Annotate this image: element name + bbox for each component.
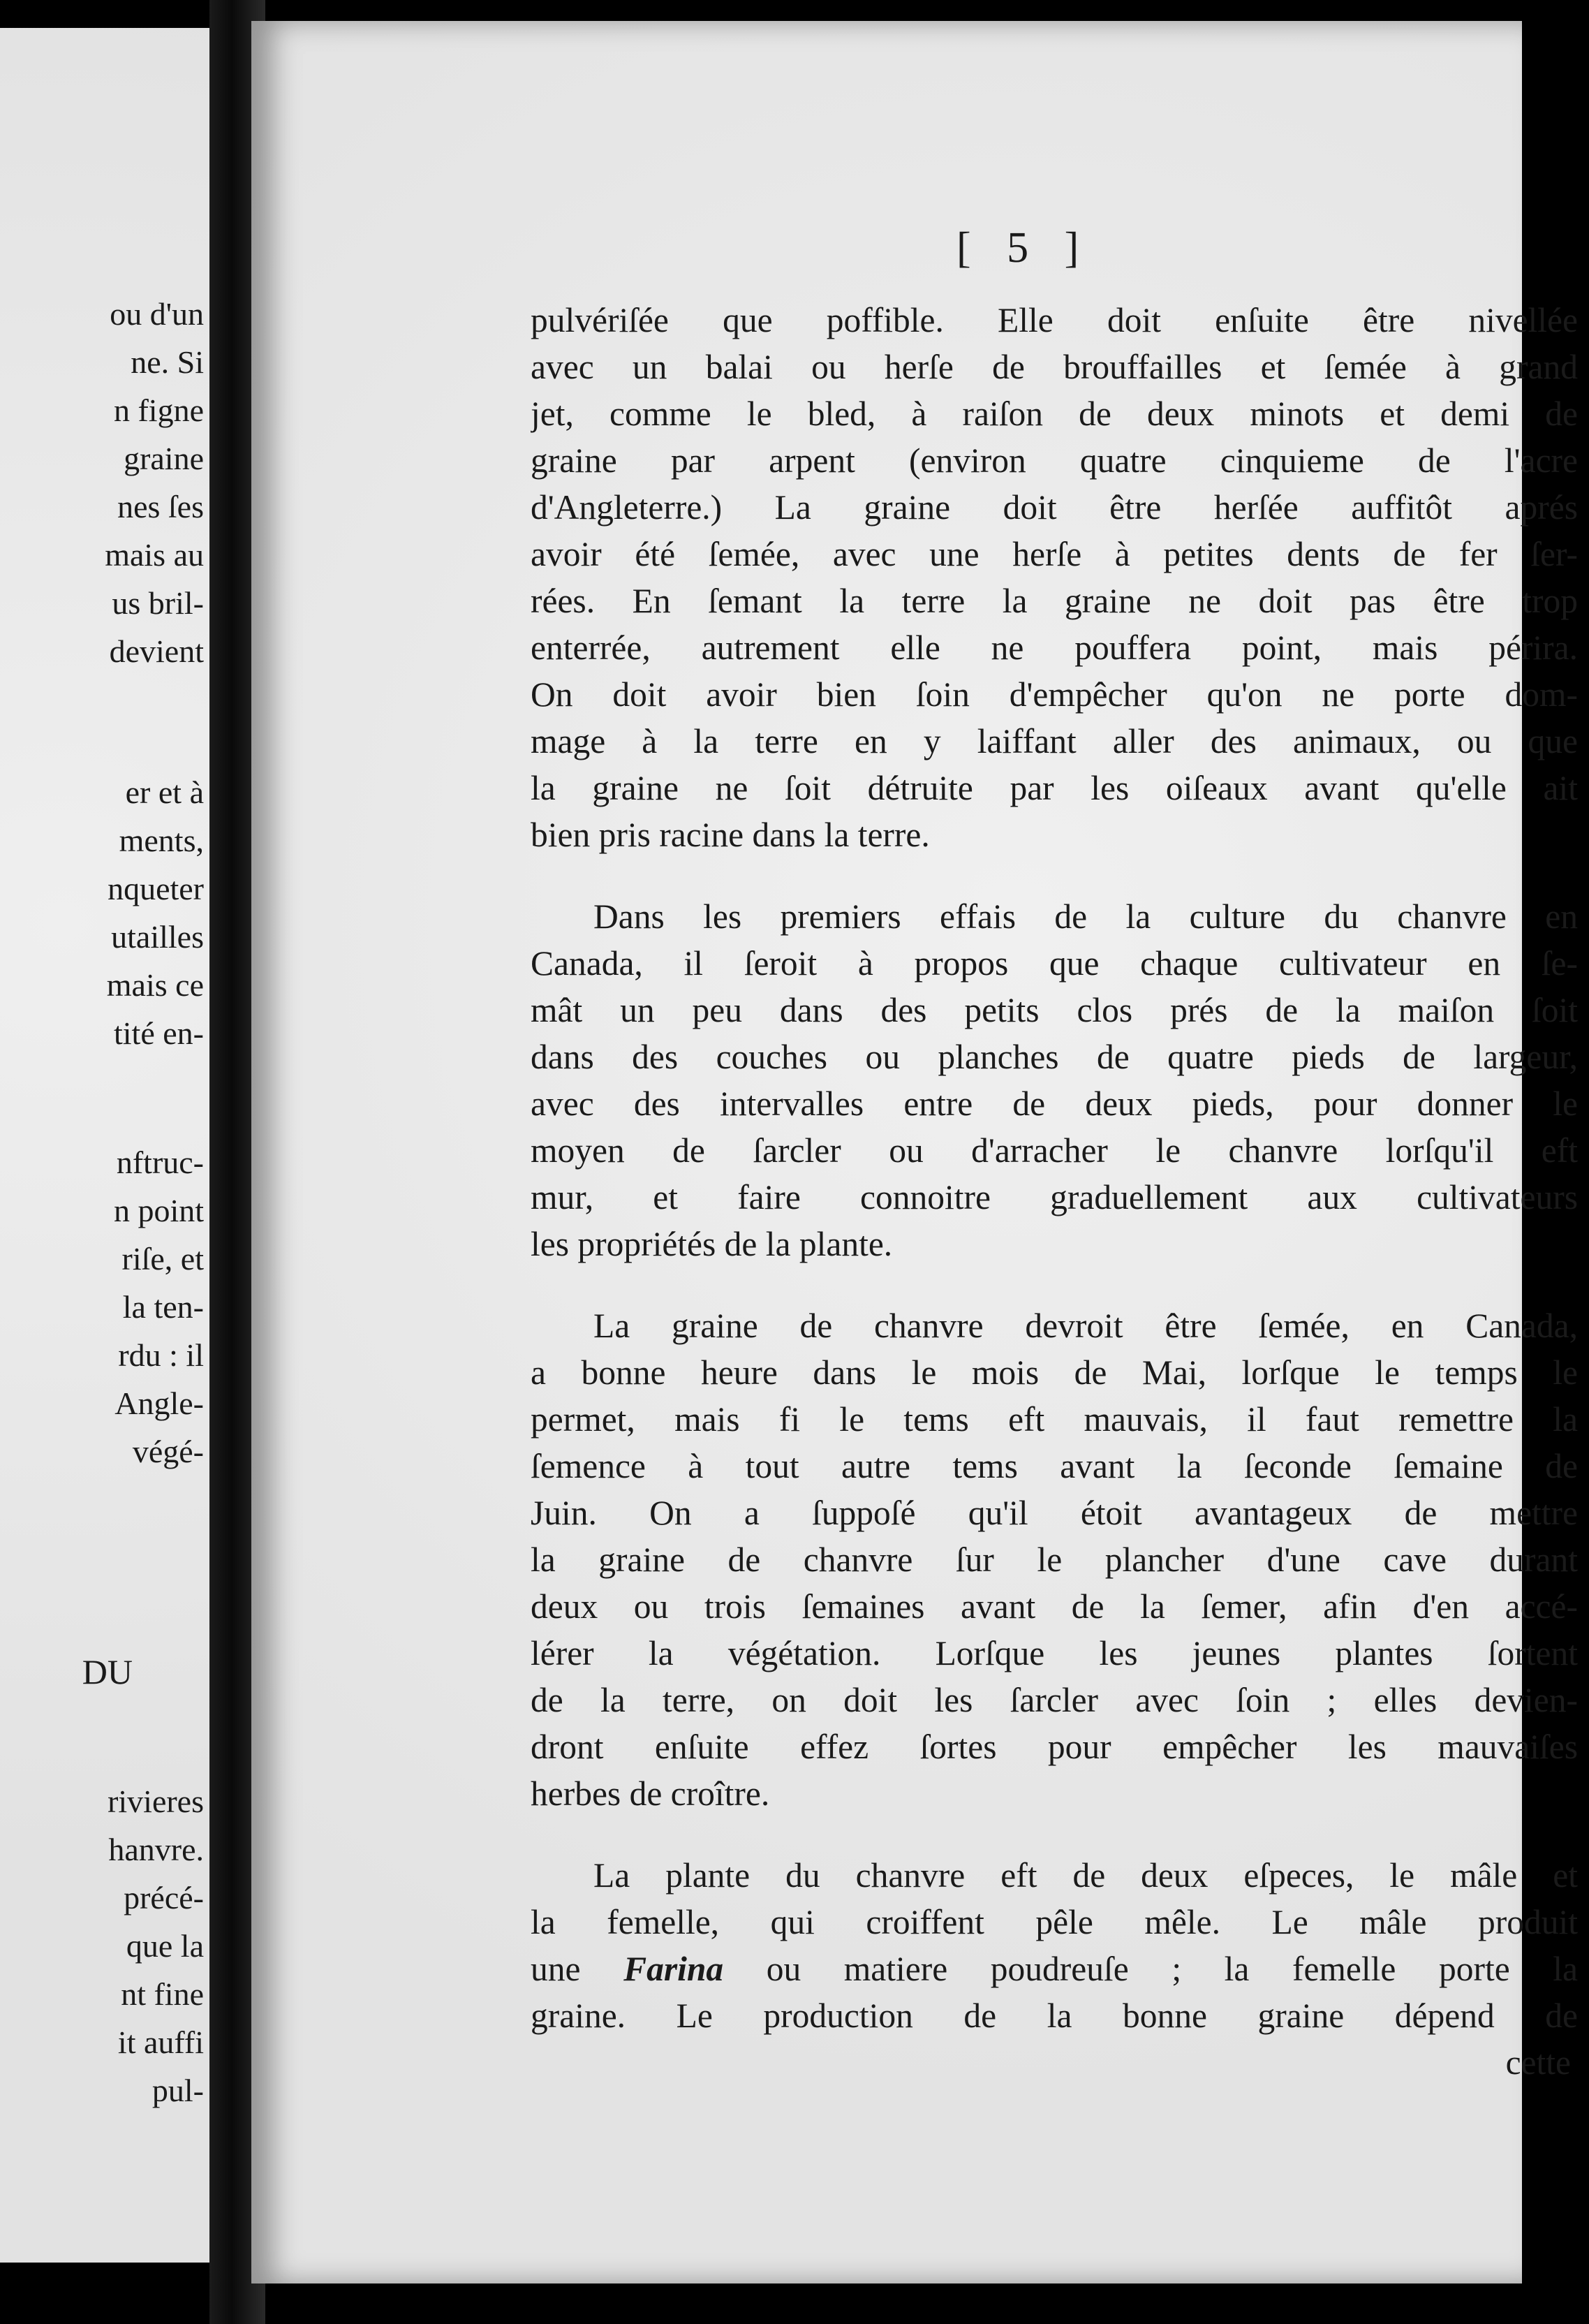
left-fragment-group-3 <box>114 1138 204 1476</box>
text-fragment: ou matiere poudreuſe ; la femelle porte la <box>723 1950 1578 1988</box>
text-line: graine. Le production de la bonne graine dépend de <box>531 1996 1578 2035</box>
text-line: dans des couches ou planches de quatre pieds de largeur, <box>531 1038 1578 1076</box>
text-line: mât un peu dans des petits clos prés de la maiſon ſoit <box>531 991 1578 1029</box>
text-line: mage à la terre en y laiffant aller des animaux, ou que <box>531 722 1578 760</box>
left-fragment-line: graine <box>124 441 204 476</box>
text-line: permet, mais fi le tems eft mauvais, il faut remettre la <box>531 1400 1578 1439</box>
text-line: les propriétés de la plante. <box>531 1225 893 1263</box>
text-line: deux ou trois ſemaines avant de la ſemer, afin d'en accé- <box>531 1587 1578 1626</box>
text-line: la graine ne ſoit détruite par les oiſeaux avant qu'elle ait <box>531 769 1578 807</box>
left-fragment-line: nt fine <box>121 1976 204 2012</box>
left-fragment-line: tité en- <box>114 1015 204 1051</box>
left-fragment-group-2 <box>107 768 204 1057</box>
left-fragment-line: la ten- <box>122 1289 204 1325</box>
paragraph-4 <box>531 1852 1578 2086</box>
text-line: lérer la végétation. Lorſque les jeunes plantes ſortent <box>531 1634 1578 1672</box>
text-line: graine par arpent (environ quatre cinquieme de l'acre <box>531 441 1578 480</box>
right-page <box>251 21 1578 2283</box>
text-line: jet, comme le bled, à raiſon de deux minots et demi de <box>531 395 1578 433</box>
text-line: La graine de chanvre devroit être ſemée, en Canada, <box>593 1307 1578 1345</box>
left-fragment-line: er et à <box>125 774 204 810</box>
italic-word-farina: Farina <box>623 1950 724 1988</box>
paragraph-2 <box>531 893 1578 1267</box>
left-fragment-line: ou d'un <box>110 296 204 332</box>
left-fragment-line: nftruc- <box>116 1145 204 1180</box>
text-line: la femelle, qui croiffent pêle mêle. Le mâle produit <box>531 1903 1578 1941</box>
left-fragment-line: rivieres <box>108 1784 204 1819</box>
text-line-with-italic <box>531 1946 1578 1992</box>
left-fragment-line: nqueter <box>108 871 204 906</box>
body-text <box>531 297 1578 2121</box>
left-fragment-line: hanvre. <box>108 1832 204 1867</box>
left-fragment-line: pul- <box>151 2073 204 2108</box>
left-fragment-line: Angle- <box>114 1385 204 1421</box>
left-fragment-line: ments, <box>119 823 204 858</box>
page-number: [ 5 ] <box>956 224 1092 272</box>
text-line: dront enſuite effez ſortes pour empêcher les mauvaiſes <box>531 1728 1578 1766</box>
text-line: mur, et faire connoitre graduellement aux cultivateurs <box>531 1178 1578 1216</box>
left-fragment-line: mais au <box>105 537 204 573</box>
left-fragment-line: us bril- <box>112 585 204 621</box>
left-fragment-line: utailles <box>111 919 204 955</box>
text-line: Juin. On a ſuppoſé qu'il étoit avantageux de mettre <box>531 1494 1578 1532</box>
text-line: la graine de chanvre ſur le plancher d'une cave durant <box>531 1540 1578 1579</box>
text-line: avec un balai ou herſe de brouffailles et ſemée à grand <box>531 348 1578 386</box>
left-fragment-line: n point <box>113 1193 204 1228</box>
left-fragment-line: it auffi <box>117 2024 204 2060</box>
text-line: bien pris racine dans la terre. <box>531 816 930 854</box>
left-fragment-group-4 <box>108 1777 204 2115</box>
text-line: de la terre, on doit les ſarcler avec ſoin ; elles devien- <box>531 1681 1578 1719</box>
left-fragment-line: que la <box>126 1928 204 1964</box>
text-fragment: une <box>531 1950 624 1988</box>
text-line: d'Angleterre.) La graine doit être herſée auffitôt aprés <box>531 488 1578 527</box>
left-fragment-line: devient <box>109 633 204 669</box>
text-line: La plante du chanvre eft de deux eſpeces, le mâle et <box>593 1856 1578 1895</box>
text-line: Canada, il ſeroit à propos que chaque cultivateur en ſe- <box>531 944 1578 983</box>
text-line: herbes de croître. <box>531 1774 770 1813</box>
text-line: enterrée, autrement elle ne pouffera point, mais périra. <box>531 628 1578 667</box>
left-fragment-line: riſe, et <box>121 1241 204 1277</box>
left-page <box>0 28 209 2263</box>
text-line: a bonne heure dans le mois de Mai, lorſque le temps le <box>531 1353 1578 1392</box>
paragraph-3 <box>531 1302 1578 1817</box>
text-line: rées. En ſemant la terre la graine ne doit pas être trop <box>531 582 1578 620</box>
left-fragment-line: n figne <box>113 392 204 428</box>
paragraph-1 <box>531 297 1578 858</box>
text-line: avoir été ſemée, avec une herſe à petites dents de fer ſer- <box>531 535 1578 573</box>
left-fragment-line: ne. Si <box>131 344 204 380</box>
text-line: ſemence à tout autre tems avant la ſeconde ſemaine de <box>531 1447 1578 1485</box>
text-line: moyen de ſarcler ou d'arracher le chanvre lorſqu'il eft <box>531 1131 1578 1170</box>
text-line: avec des intervalles entre de deux pieds, pour donner le <box>531 1084 1578 1123</box>
left-fragment-line: rdu : il <box>118 1337 204 1373</box>
left-fragment-group-1 <box>105 290 204 675</box>
left-heading-text: DU <box>82 1652 133 1691</box>
left-heading <box>82 1648 133 1696</box>
text-line: On doit avoir bien ſoin d'empêcher qu'on ne porte dom- <box>531 675 1578 714</box>
catchword: cette <box>1505 2043 1571 2082</box>
text-line: Dans les premiers effais de la culture du chanvre en <box>593 897 1578 936</box>
left-fragment-line: nes ſes <box>117 489 204 524</box>
text-line: pulvériſée que poffible. Elle doit enſuite être nivellée <box>531 301 1578 339</box>
left-fragment-line: mais ce <box>106 967 204 1003</box>
left-fragment-line: précé- <box>124 1880 204 1915</box>
left-fragment-line: végé- <box>132 1434 204 1469</box>
